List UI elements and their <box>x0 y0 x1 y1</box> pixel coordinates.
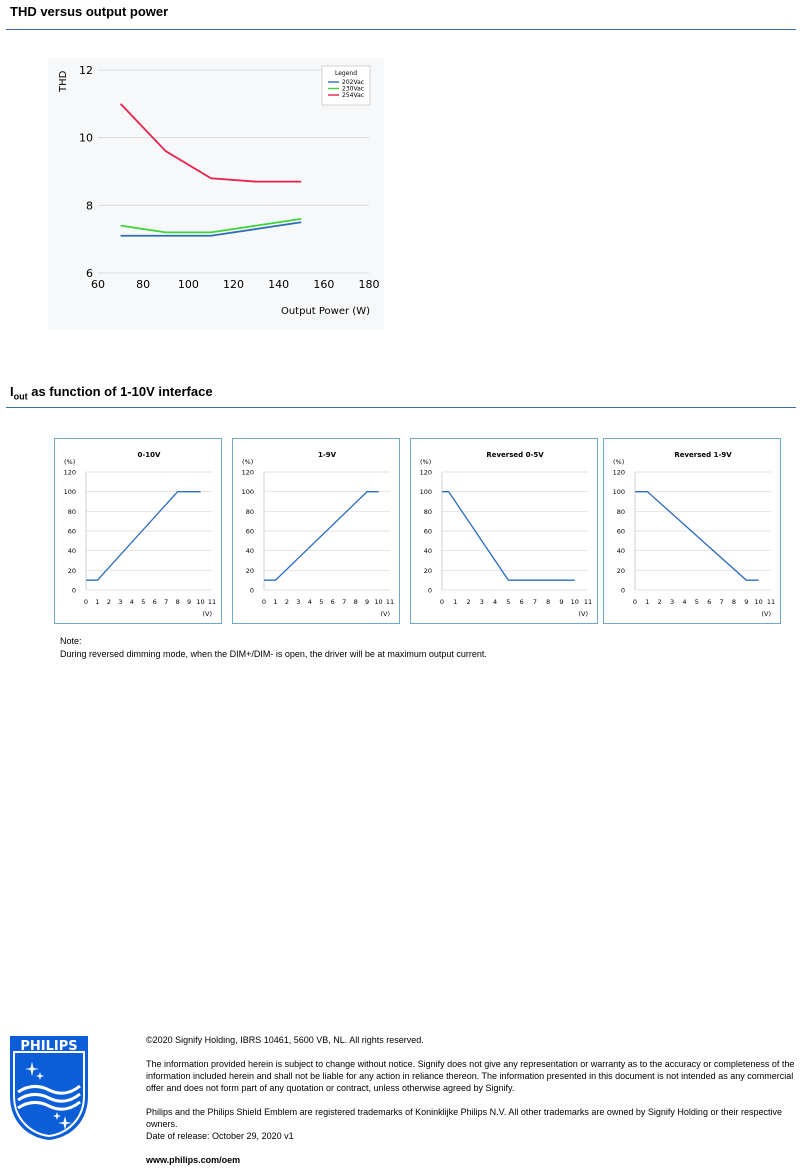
x-tick-label: 6 <box>707 598 712 606</box>
y-tick-label: 60 <box>616 527 625 536</box>
y-tick-label: 80 <box>616 507 625 516</box>
x-tick-label: 8 <box>353 598 358 606</box>
x-tick-label: 11 <box>385 598 395 606</box>
y-tick-label: 100 <box>419 488 432 497</box>
x-tick-label: 80 <box>136 278 151 291</box>
x-tick-label: 6 <box>152 598 157 606</box>
note-text: During reversed dimming mode, when the DIM+/DIM- is open, the driver will be at maximum output current. <box>60 649 487 659</box>
x-tick-label: 160 <box>313 278 335 291</box>
x-tick-label: 10 <box>374 598 383 606</box>
legend-title: Legend <box>334 70 358 77</box>
dimming-chart-0-10v <box>54 438 222 624</box>
x-tick-label: 6 <box>330 598 335 606</box>
y-tick-label: 80 <box>67 507 76 516</box>
x-tick-label: 3 <box>479 598 484 606</box>
x-tick-label: 3 <box>118 598 123 606</box>
y-unit-label: (%) <box>613 458 625 466</box>
y-tick-label: 20 <box>423 566 432 575</box>
x-tick-label: 180 <box>358 278 380 291</box>
thd-section-title: THD versus output power <box>10 4 169 19</box>
y-tick-label: 120 <box>63 468 76 477</box>
x-unit-label: (V) <box>761 610 771 618</box>
iout-title-text: as function of 1-10V interface <box>27 384 213 399</box>
x-tick-label: 0 <box>632 598 638 606</box>
x-tick-label: 1 <box>273 598 278 606</box>
y-tick-label: 20 <box>67 566 76 575</box>
note-label: Note: <box>60 636 82 646</box>
chart-title: 1-9V <box>317 451 337 459</box>
thd-chart <box>48 58 384 330</box>
y-unit-label: (%) <box>242 458 254 466</box>
chart-title: 0-10V <box>137 451 161 459</box>
x-tick-label: 7 <box>164 598 169 606</box>
y-tick-label: 40 <box>67 547 76 556</box>
legend-entry: 202Vac <box>342 79 365 86</box>
footer <box>146 1034 796 1166</box>
x-tick-label: 8 <box>175 598 180 606</box>
logo-wordmark: PHILIPS <box>20 1039 78 1054</box>
x-tick-label: 6 <box>519 598 524 606</box>
x-tick-label: 4 <box>307 598 312 606</box>
y-tick-label: 0 <box>620 586 625 595</box>
y-unit-label: (%) <box>420 458 432 466</box>
x-tick-label: 11 <box>583 598 593 606</box>
legend-entry: 230Vac <box>342 85 365 93</box>
x-tick-label: 11 <box>766 598 776 606</box>
y-tick-label: 40 <box>423 547 432 556</box>
note <box>60 635 487 661</box>
footer-website-link[interactable]: www.philips.com/oem <box>146 1155 241 1165</box>
x-axis-label: Output Power (W) <box>280 306 370 317</box>
x-tick-label: 0 <box>83 598 89 606</box>
x-unit-label: (V) <box>380 610 390 618</box>
y-tick-label: 60 <box>67 527 76 536</box>
x-tick-label: 10 <box>570 598 579 606</box>
y-axis-label: THD <box>58 70 69 92</box>
y-tick-label: 80 <box>423 507 432 516</box>
x-tick-label: 9 <box>187 598 192 606</box>
chart-legend <box>322 66 370 105</box>
x-unit-label: (V) <box>202 610 212 618</box>
footer-disclaimer: The information provided herein is subject to change without notice. Signify does not give any representation or warranty as to the accuracy or completeness of the information included herein and shall not be liable for any action in reliance thereon. The information presented in this document is not intended as any commercial offer and does not form part of any quotation or contract, unless otherwise agreed by Signify. <box>146 1059 795 1093</box>
x-tick-label: 0 <box>261 598 267 606</box>
y-tick-label: 100 <box>63 488 76 497</box>
x-tick-label: 5 <box>319 598 324 606</box>
x-tick-label: 8 <box>546 598 551 606</box>
x-tick-label: 2 <box>284 598 289 606</box>
philips-shield-logo <box>8 1034 90 1142</box>
y-tick-label: 8 <box>86 199 93 213</box>
section-divider <box>6 29 796 30</box>
x-tick-label: 1 <box>95 598 100 606</box>
x-tick-label: 2 <box>106 598 111 606</box>
x-tick-label: 5 <box>506 598 511 606</box>
x-tick-label: 4 <box>682 598 687 606</box>
y-tick-label: 100 <box>241 488 254 497</box>
x-tick-label: 7 <box>342 598 347 606</box>
y-tick-label: 60 <box>245 527 254 536</box>
y-tick-label: 60 <box>423 527 432 536</box>
y-tick-label: 0 <box>71 586 76 595</box>
x-tick-label: 1 <box>645 598 650 606</box>
iout-subscript: out <box>13 391 28 402</box>
y-tick-label: 6 <box>86 267 93 280</box>
footer-copyright: ©2020 Signify Holding, IBRS 10461, 5600 VB, NL. All rights reserved. <box>146 1035 424 1045</box>
x-tick-label: 9 <box>365 598 370 606</box>
dimming-chart-reversed-0-5v <box>410 438 598 624</box>
y-tick-label: 0 <box>249 586 254 595</box>
dimming-chart-reversed-1-9v <box>603 438 781 624</box>
x-tick-label: 4 <box>493 598 498 606</box>
x-tick-label: 11 <box>207 598 217 606</box>
y-tick-label: 120 <box>419 468 432 477</box>
y-tick-label: 120 <box>612 468 625 477</box>
x-tick-label: 120 <box>223 278 244 291</box>
x-tick-label: 2 <box>657 598 662 606</box>
x-tick-label: 10 <box>196 598 205 606</box>
x-tick-label: 7 <box>719 598 724 606</box>
y-tick-label: 80 <box>245 507 254 516</box>
x-tick-label: 60 <box>91 278 105 291</box>
x-tick-label: 0 <box>439 598 445 606</box>
x-tick-label: 140 <box>268 278 290 291</box>
y-tick-label: 120 <box>241 468 254 477</box>
x-tick-label: 9 <box>744 598 749 606</box>
legend-entry: 254Vac <box>342 92 365 99</box>
x-tick-label: 5 <box>141 598 146 606</box>
x-tick-label: 7 <box>532 598 537 606</box>
y-tick-label: 100 <box>612 488 625 497</box>
y-unit-label: (%) <box>64 458 76 466</box>
x-tick-label: 8 <box>731 598 736 606</box>
x-tick-label: 5 <box>694 598 699 606</box>
iout-symbol: I <box>10 384 14 399</box>
x-tick-label: 100 <box>177 278 199 291</box>
x-tick-label: 9 <box>559 598 564 606</box>
x-tick-label: 1 <box>453 598 458 606</box>
x-tick-label: 3 <box>670 598 675 606</box>
x-tick-label: 10 <box>754 598 763 606</box>
y-tick-label: 20 <box>616 566 625 575</box>
y-tick-label: 40 <box>616 547 625 556</box>
chart-title: Reversed 0-5V <box>486 451 544 459</box>
y-tick-label: 10 <box>79 131 93 145</box>
y-tick-label: 40 <box>245 547 254 556</box>
x-unit-label: (V) <box>578 610 588 618</box>
iout-section-title <box>10 384 213 402</box>
footer-trademark: Philips and the Philips Shield Emblem are registered trademarks of Koninklijke Philips N.V. All other trademarks are owned by Signify Holding or their respective owners. <box>146 1107 782 1129</box>
x-tick-label: 2 <box>466 598 471 606</box>
y-tick-label: 20 <box>245 566 254 575</box>
section-divider <box>6 407 796 408</box>
y-tick-label: 12 <box>79 64 93 77</box>
dimming-chart-1-9v <box>232 438 400 624</box>
footer-release-date: Date of release: October 29, 2020 v1 <box>146 1131 294 1141</box>
x-tick-label: 4 <box>129 598 134 606</box>
y-tick-label: 0 <box>427 586 432 595</box>
chart-title: Reversed 1-9V <box>674 451 732 459</box>
x-tick-label: 3 <box>296 598 301 606</box>
